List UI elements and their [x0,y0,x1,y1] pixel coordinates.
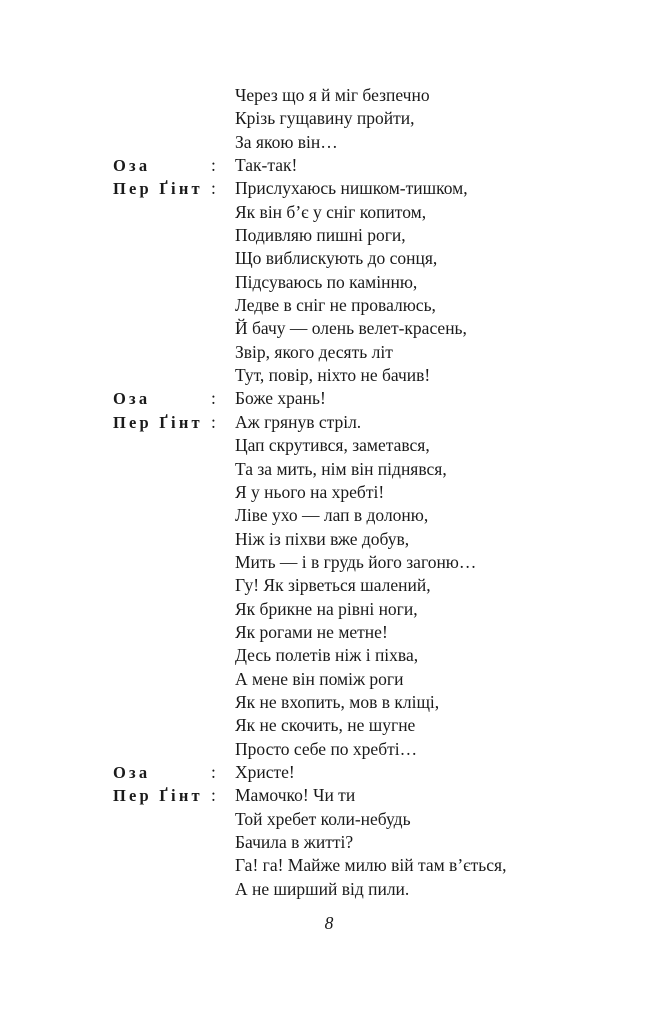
verse-line [0,738,658,761]
verse-line [0,621,658,644]
verse-line [0,107,658,130]
speaker-colon: : [211,155,216,176]
line-text: Христе! [235,761,295,782]
verse-line [0,598,658,621]
line-text: Прислухаюсь нишком-тишком, [235,178,468,199]
line-text: Аж грянув стріл. [235,411,362,432]
line-text: Ніж із піхви вже добув, [235,528,410,549]
verse-line [0,551,658,574]
line-text: Через що я й міг безпечно [235,85,430,105]
line-text: Ледве в сніг не провалюсь, [235,295,436,316]
verse-line [0,528,658,551]
line-text: Як не вхопить, мов в кліщі, [235,691,440,712]
line-text: Й бачу — олень велет-красень, [235,318,467,339]
verse-line [0,247,658,270]
line-text: Як брикне на рівні ноги, [235,598,418,619]
verse-line [0,341,658,364]
speaker-colon: : [211,761,216,782]
line-text: Та за мить, нім він піднявся, [235,458,447,479]
verse-line [0,317,658,340]
verse-line [0,224,658,247]
verse-line [0,691,658,714]
verse-line [0,364,658,387]
line-text: Ліве ухо — лап в долоню, [235,505,429,526]
verse-line [0,668,658,691]
speaker-colon: : [211,178,216,199]
speaker-colon: : [211,785,216,806]
verse-line [0,808,658,831]
verse-line [0,878,658,901]
speaker-name: Оза [113,762,151,782]
verse-line [0,574,658,597]
line-text: Той хребет коли-небудь [235,808,411,829]
speaker-name: Оза [113,389,151,409]
line-text: Як рогами не метне! [235,621,388,642]
verse-line [0,784,658,807]
verse-line [0,131,658,154]
line-text: Десь полетів ніж і піхва, [235,645,419,666]
verse-line [0,458,658,481]
verse-line [0,84,658,107]
verse-line [0,761,658,784]
verse-line [0,271,658,294]
line-text: Звір, якого десять літ [235,341,393,362]
line-text: А не ширший від пили. [235,878,410,899]
verse-line [0,154,658,177]
line-text: Га! га! Майже милю вій там в’ється, [235,855,507,876]
verse-line [0,411,658,434]
line-text: Тут, повір, ніхто не бачив! [235,365,431,386]
verse-line [0,504,658,527]
verse-line [0,714,658,737]
verse-line [0,201,658,224]
line-text: Підсуваюсь по камінню, [235,271,418,292]
verse-line [0,294,658,317]
line-text: Подивляю пишні роги, [235,225,406,246]
line-text: Так-так! [235,155,298,176]
line-text: Гу! Як зірветься шалений, [235,575,431,596]
line-text: За якою він… [235,131,338,152]
verse-line [0,434,658,457]
line-text: Як не скочить, не шугне [235,715,416,736]
line-text: Мамочко! Чи ти [235,785,356,806]
verse-line [0,481,658,504]
speaker-colon: : [211,388,216,409]
verse-line [0,177,658,200]
speaker-name: Пер Ґінт [113,786,203,806]
speaker-name: Пер Ґінт [113,412,203,432]
verse-line [0,831,658,854]
verse-line [0,387,658,410]
verse-line [0,644,658,667]
speaker-name: Пер Ґінт [113,179,203,199]
line-text: Як він б’є у сніг копитом, [235,201,427,222]
line-text: Мить — і в грудь його загоню… [235,551,477,572]
verse-line [0,854,658,877]
line-text: Боже хрань! [235,388,326,409]
line-text: Цап скрутився, заметався, [235,435,430,456]
line-text: Що виблискують до сонця, [235,248,438,269]
line-text: Я у нього на хребті! [235,481,385,502]
line-text: Просто себе по хребті… [235,738,418,759]
page-number: 8 [324,913,334,933]
verse-dialogue [0,84,658,901]
line-text: А мене він поміж роги [235,668,404,689]
speaker-name: Оза [113,156,151,176]
speaker-colon: : [211,411,216,432]
line-text: Крізь гущавину пройти, [235,108,415,129]
line-text: Бачила в житті? [235,832,354,852]
